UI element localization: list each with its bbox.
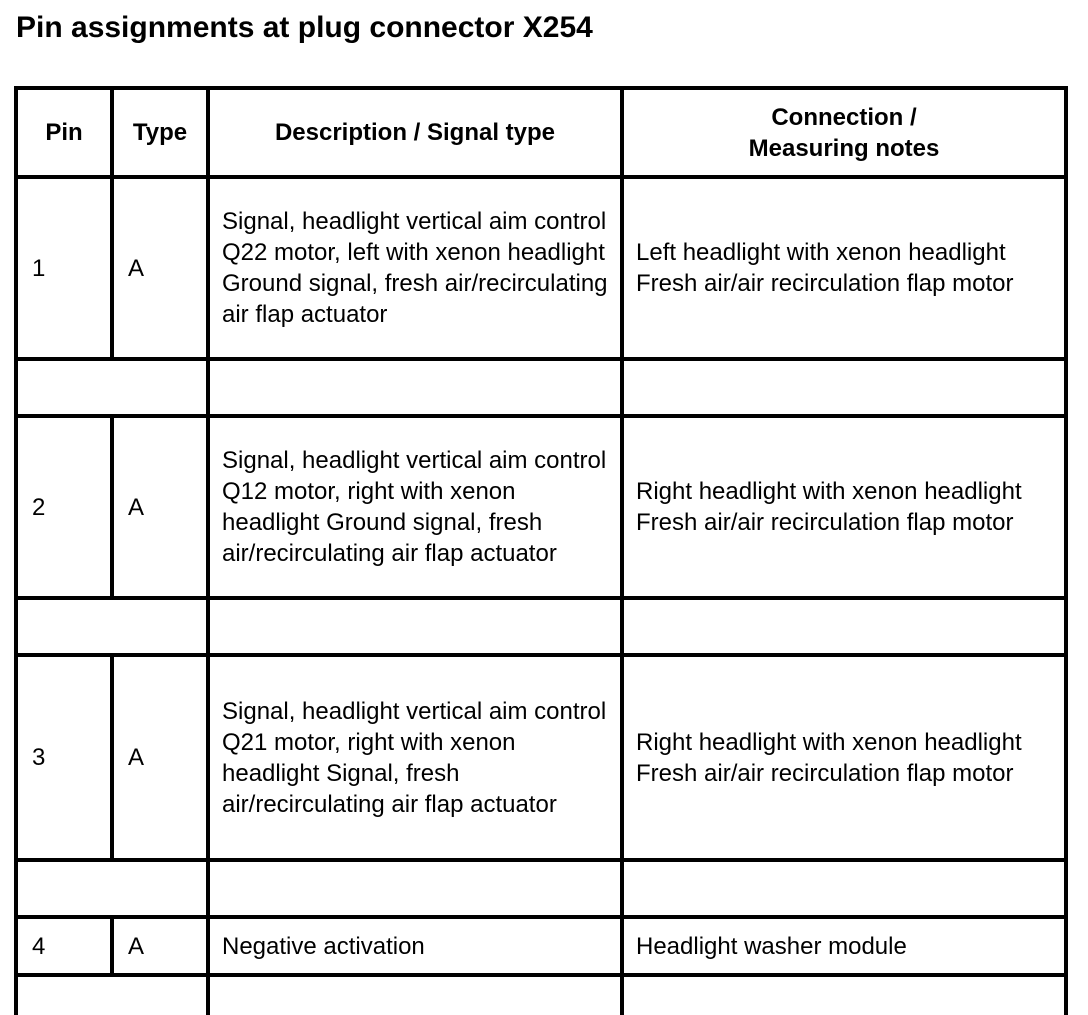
- spacer-cell: [16, 860, 208, 917]
- pin-type: A: [112, 655, 208, 860]
- pin-number: 3: [16, 655, 112, 860]
- pin-number: 1: [16, 177, 112, 359]
- spacer-cell: [208, 860, 622, 917]
- header-connection: [622, 88, 1066, 177]
- table-row: [16, 917, 1066, 975]
- spacer-cell: [622, 359, 1066, 416]
- table-row: [16, 177, 1066, 359]
- spacer-cell: [16, 598, 208, 655]
- pin-type: A: [112, 917, 208, 975]
- spacer-row: [16, 975, 1066, 1015]
- header-pin: Pin: [16, 88, 112, 177]
- spacer-cell: [16, 359, 208, 416]
- page-title: Pin assignments at plug connector X254: [16, 11, 593, 44]
- pin-description: Signal, headlight vertical aim control Q22 motor, left with xenon headlight Ground signal, fresh air/recirculating air flap actuator: [208, 177, 622, 359]
- spacer-cell: [16, 975, 208, 1015]
- spacer-cell: [208, 975, 622, 1015]
- spacer-cell: [208, 359, 622, 416]
- pin-connection: Left headlight with xenon headlight Fresh air/air recirculation flap motor: [622, 177, 1066, 359]
- pin-assignment-table: [14, 86, 1068, 1015]
- pin-number: 2: [16, 416, 112, 598]
- pin-description: Negative activation: [208, 917, 622, 975]
- table-row: [16, 416, 1066, 598]
- spacer-cell: [622, 598, 1066, 655]
- table-header-row: [16, 88, 1066, 177]
- table-row: [16, 655, 1066, 860]
- header-description: Description / Signal type: [208, 88, 622, 177]
- spacer-cell: [622, 975, 1066, 1015]
- header-type: Type: [112, 88, 208, 177]
- spacer-row: [16, 359, 1066, 416]
- pin-connection: Right headlight with xenon headlight Fresh air/air recirculation flap motor: [622, 655, 1066, 860]
- pin-connection: Headlight washer module: [622, 917, 1066, 975]
- header-connection-label: Connection / Measuring notes: [748, 103, 940, 162]
- pin-description: Signal, headlight vertical aim control Q12 motor, right with xenon headlight Ground signal, fresh air/recirculating air flap actuator: [208, 416, 622, 598]
- spacer-cell: [622, 860, 1066, 917]
- pin-description: Signal, headlight vertical aim control Q21 motor, right with xenon headlight Signal, fresh air/recirculating air flap actuator: [208, 655, 622, 860]
- pin-type: A: [112, 416, 208, 598]
- spacer-cell: [208, 598, 622, 655]
- spacer-row: [16, 598, 1066, 655]
- pin-connection: Right headlight with xenon headlight Fresh air/air recirculation flap motor: [622, 416, 1066, 598]
- pin-number: 4: [16, 917, 112, 975]
- pin-type: A: [112, 177, 208, 359]
- spacer-row: [16, 860, 1066, 917]
